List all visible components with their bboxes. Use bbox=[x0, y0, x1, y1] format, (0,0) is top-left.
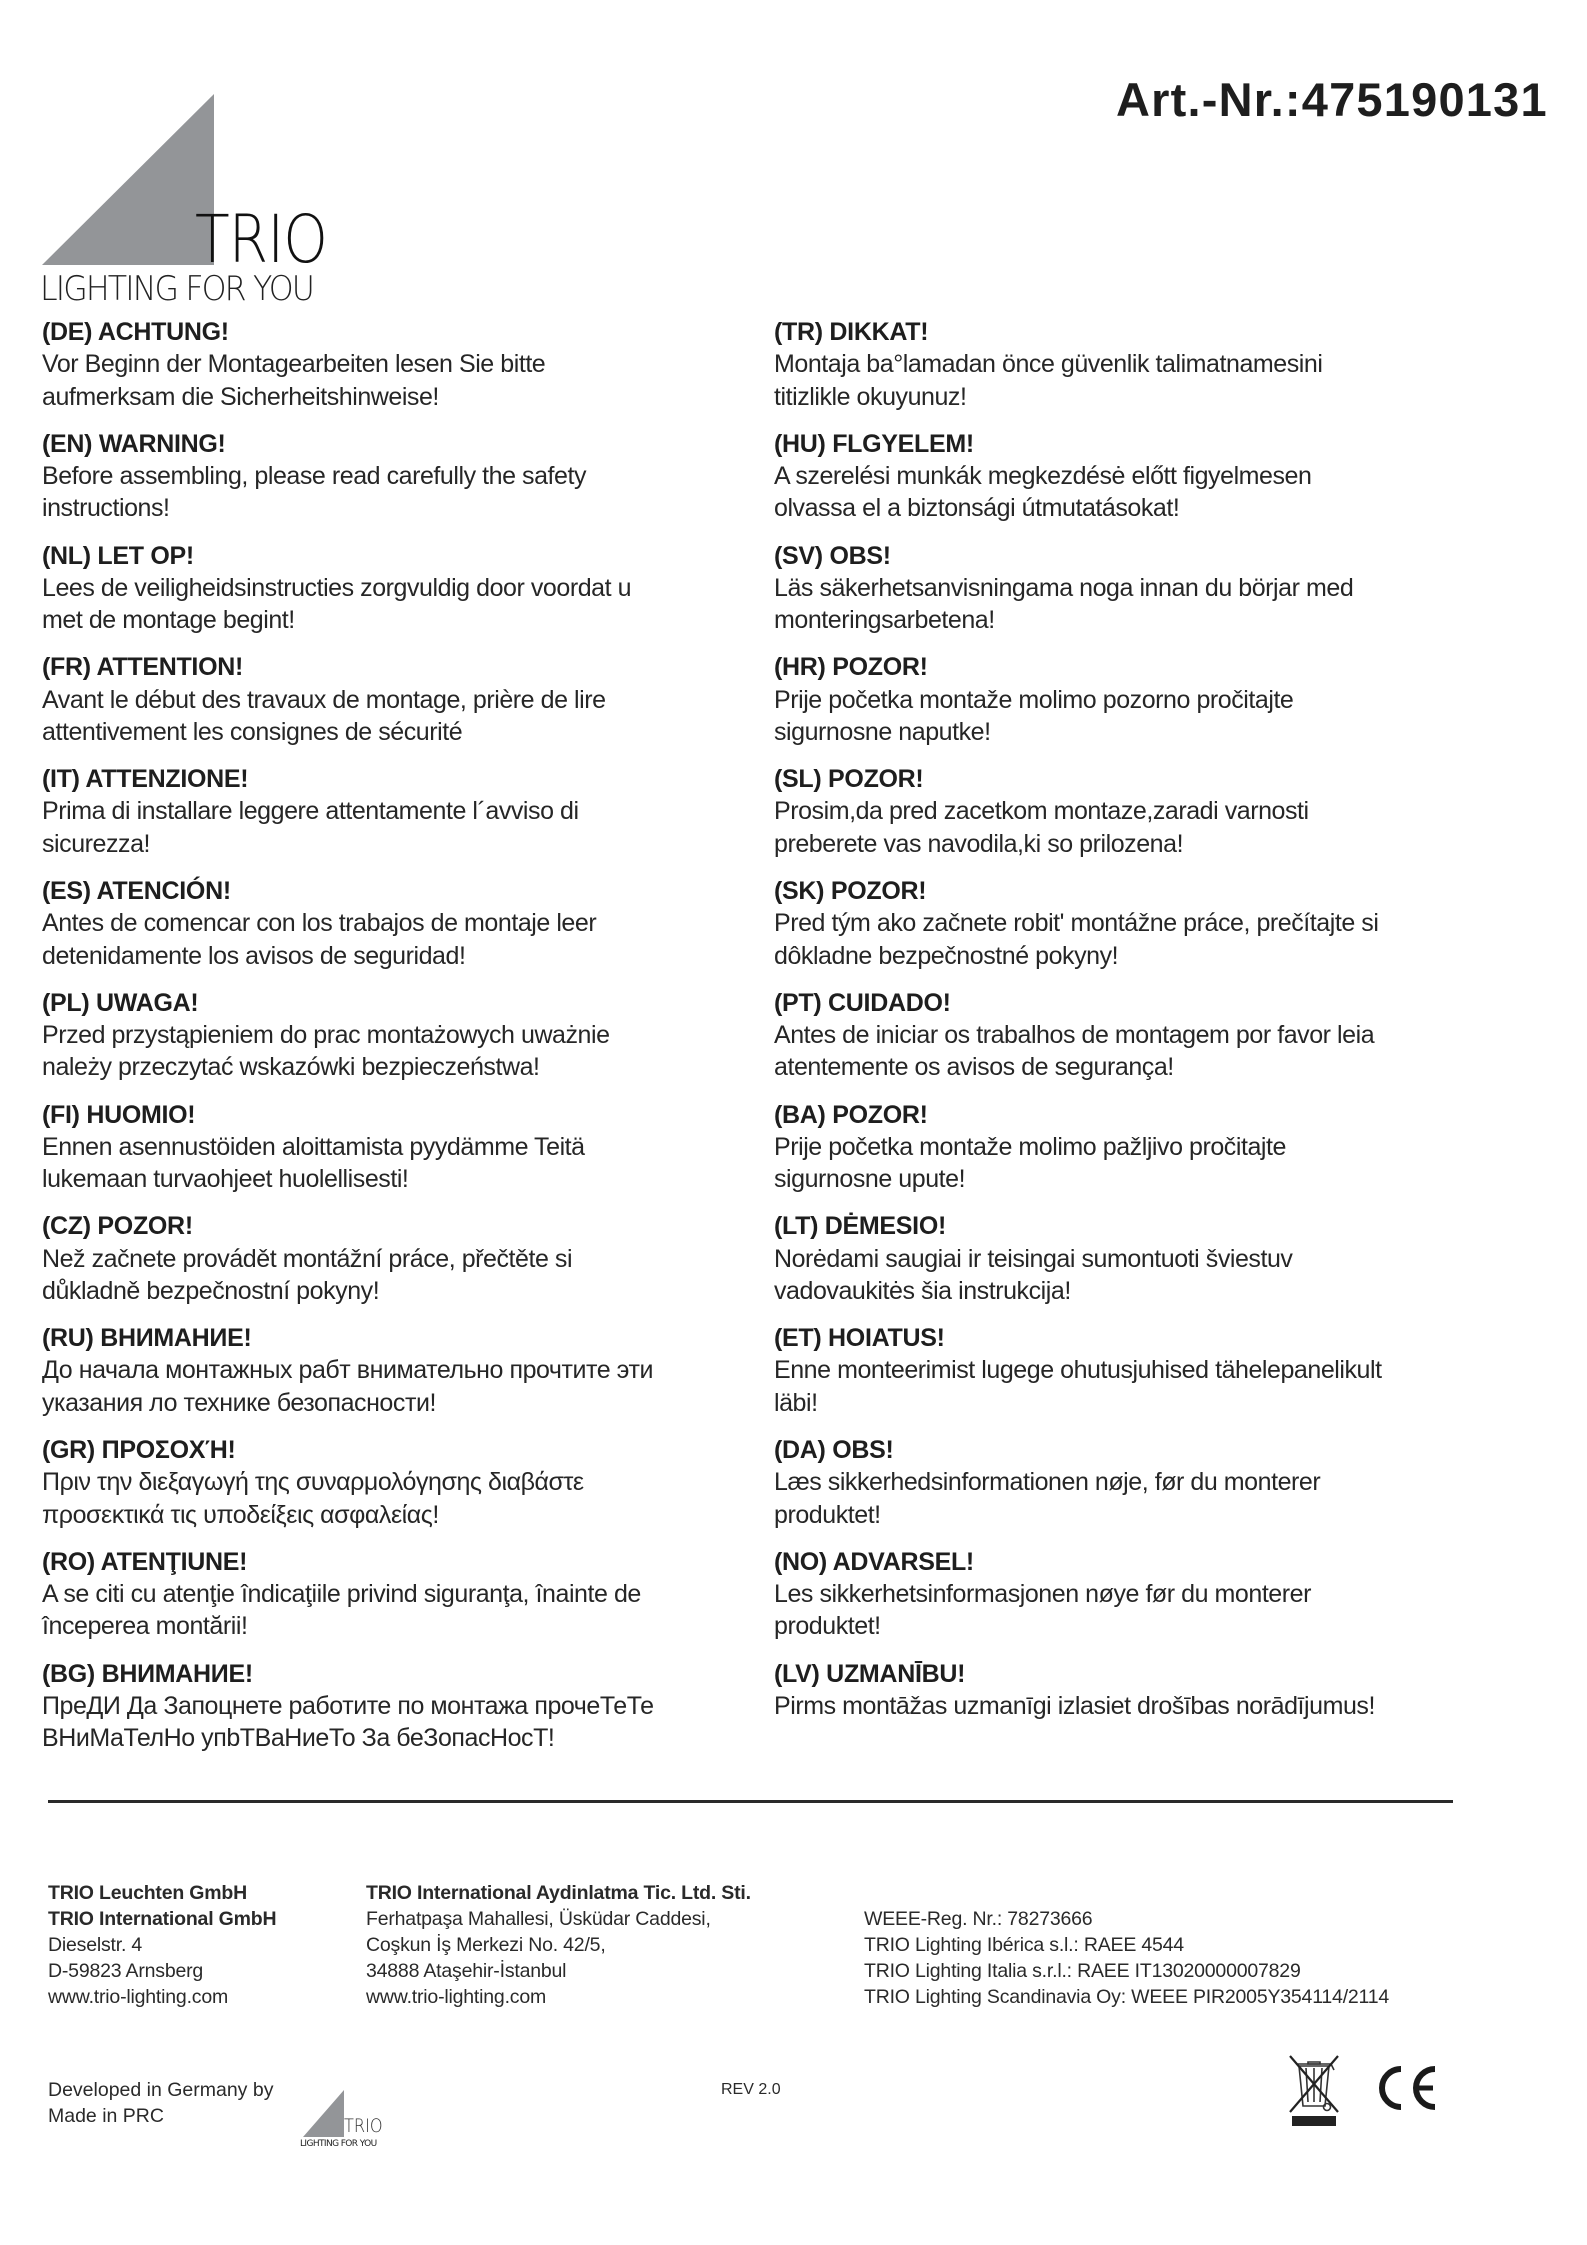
made-in-text: Made in PRC bbox=[48, 2105, 164, 2127]
warning-text-line: προσεκτικά τις υποδείξεις ασφαλείας! bbox=[42, 1500, 439, 1529]
warning-section bbox=[774, 1434, 1484, 1546]
warning-text-line: указания ло технике безопасности! bbox=[42, 1388, 436, 1417]
warning-text-line: aufmerksam die Sicherheitshinweise! bbox=[42, 382, 439, 411]
warning-text-line: lukemaan turvaohjeet huolellisesti! bbox=[42, 1165, 409, 1194]
warning-text-line: met de montage begint! bbox=[42, 606, 295, 635]
warning-heading: (SK) POZOR! bbox=[774, 876, 927, 905]
warning-text-line: Lees de veiligheidsinstructies zorgvuldig door voordat u bbox=[42, 573, 632, 602]
warning-section bbox=[42, 1099, 752, 1211]
warning-heading: (RU) ВНИМАНИЕ! bbox=[42, 1324, 252, 1353]
weee-reg-line: TRIO Lighting Italia s.r.l.: RAEE IT13020000007829 bbox=[864, 1960, 1301, 1982]
warning-heading: (RO) ATENŢIUNE! bbox=[42, 1547, 248, 1576]
warning-heading: (IT) ATTENZIONE! bbox=[42, 765, 249, 794]
warning-section bbox=[42, 428, 752, 540]
warning-text-line: Prije početka montaže molimo pažljivo pročitajte bbox=[774, 1132, 1286, 1161]
warning-heading: (ES) ATENCIÓN! bbox=[42, 876, 231, 905]
warning-section bbox=[774, 1546, 1484, 1658]
warning-heading: (BG) ВНИМАНИЕ! bbox=[42, 1659, 253, 1688]
warning-text-line: Before assembling, please read carefully the safety bbox=[42, 462, 587, 491]
trio-logo bbox=[0, 0, 360, 320]
website-link[interactable]: www.trio-lighting.com bbox=[366, 1986, 547, 2008]
warning-section bbox=[42, 875, 752, 987]
warning-section bbox=[42, 651, 752, 763]
warning-text-line: ВНиМаТелНо упbТВаНиеТо За беЗопасНосТ! bbox=[42, 1724, 555, 1753]
warning-text-line: atentemente os avisos de segurança! bbox=[774, 1053, 1174, 1082]
warning-text-line: attentivement les consignes de sécurité bbox=[42, 717, 463, 746]
warning-heading: (FI) HUOMIO! bbox=[42, 1100, 196, 1129]
warning-text-line: olvassa el a biztonsági útmutatásokat! bbox=[774, 494, 1180, 523]
address-city: 34888 Ataşehir-İstanbul bbox=[366, 1960, 567, 1982]
company-name: TRIO International GmbH bbox=[48, 1908, 277, 1930]
warning-heading: (TR) DIKKAT! bbox=[774, 318, 929, 346]
weee-reg-line: TRIO Lighting Ibérica s.l.: RAEE 4544 bbox=[864, 1934, 1184, 1956]
logo-tagline: LIGHTING FOR YOU bbox=[40, 269, 314, 309]
revision-label: REV 2.0 bbox=[721, 2081, 781, 2098]
address-line: Ferhatpaşa Mahallesi, Üsküdar Caddesi, bbox=[366, 1908, 711, 1930]
warning-section bbox=[42, 1546, 752, 1658]
address-city: D-59823 Arnsberg bbox=[48, 1960, 204, 1982]
warning-text-line: Pred tým ako začnete robit' montážne práce, prečítajte si bbox=[774, 909, 1379, 938]
warning-heading: (GR) ΠΡΟΣΟΧΉ! bbox=[42, 1435, 236, 1464]
warning-text-line: Læs sikkerhedsinformationen nøje, før du monterer bbox=[774, 1468, 1321, 1497]
weee-reg-line: WEEE-Reg. Nr.: 78273666 bbox=[864, 1908, 1093, 1930]
warning-text-line: A se citi cu atenţie îndicaţiile privind siguranţa, înainte de bbox=[42, 1580, 641, 1609]
small-logo-wordmark: TRIO bbox=[344, 2115, 383, 2137]
warning-section bbox=[42, 540, 752, 652]
warning-section bbox=[774, 540, 1484, 652]
warning-section bbox=[42, 1322, 752, 1434]
warning-section bbox=[42, 1434, 752, 1546]
warning-text-line: preberete vas navodila,ki so prilozena! bbox=[774, 829, 1184, 858]
website-link[interactable]: www.trio-lighting.com bbox=[48, 1986, 229, 2008]
warning-text-line: Montaja ba°lamadan önce güvenlik talimatnamesini bbox=[774, 350, 1323, 379]
warning-heading: (DE) ACHTUNG! bbox=[42, 318, 229, 346]
address-line: Coşkun İş Merkezi No. 42/5, bbox=[366, 1934, 606, 1956]
warning-section bbox=[774, 1322, 1484, 1434]
warning-section bbox=[774, 1658, 1484, 1770]
warning-section bbox=[42, 1210, 752, 1322]
warning-text-line: należy przeczytać wskazówki bezpieczeństwa! bbox=[42, 1053, 540, 1082]
warning-text-line: Než začnete provádět montážní práce, přečtěte si bbox=[42, 1244, 573, 1273]
warning-heading: (LV) UZMANĪBU! bbox=[774, 1659, 966, 1688]
weee-reg-line: TRIO Lighting Scandinavia Oy: WEEE PIR2005Y354114/2114 bbox=[864, 1986, 1390, 2008]
warning-heading: (PT) CUIDADO! bbox=[774, 988, 951, 1017]
warning-text-line: titizlikle okuyunuz! bbox=[774, 382, 967, 411]
warning-text-line: Ennen asennustöiden aloittamista pyydämme Teitä bbox=[42, 1132, 585, 1161]
warning-section bbox=[774, 875, 1484, 987]
warning-heading: (SL) POZOR! bbox=[774, 765, 924, 794]
warning-text-line: vadovaukitės šia instrukcija! bbox=[774, 1276, 1071, 1305]
warning-text-line: До начала монтажных рабт внимательно прочтите эти bbox=[42, 1356, 653, 1385]
warning-section bbox=[774, 763, 1484, 875]
warning-heading: (NL) LET OP! bbox=[42, 541, 194, 570]
warning-text-line: produktet! bbox=[774, 1500, 881, 1529]
warning-heading: (PL) UWAGA! bbox=[42, 988, 199, 1017]
footer-address-turkey bbox=[366, 1880, 751, 2010]
warning-text-line: Przed przystąpieniem do prac montażowych uważnie bbox=[42, 1021, 610, 1050]
warning-heading: (HU) FLGYELEM! bbox=[774, 429, 974, 458]
address-street: Dieselstr. 4 bbox=[48, 1934, 143, 1956]
logo-wordmark: TRIO bbox=[195, 201, 328, 278]
warnings-right-column bbox=[774, 316, 1484, 1769]
warning-heading: (HR) POZOR! bbox=[774, 653, 928, 682]
warning-text-line: monteringsarbetena! bbox=[774, 606, 995, 635]
origin-note bbox=[48, 2077, 273, 2129]
warning-section bbox=[42, 316, 752, 428]
small-trio-logo bbox=[300, 2084, 400, 2154]
warning-text-line: důkladně bezpečnostní pokyny! bbox=[42, 1276, 380, 1305]
warning-text-line: Enne monteerimist lugege ohutusjuhised tähelepanelikult bbox=[774, 1356, 1382, 1385]
warning-heading: (NO) ADVARSEL! bbox=[774, 1547, 974, 1576]
company-name: TRIO Leuchten GmbH bbox=[48, 1882, 247, 1904]
warning-text-line: Vor Beginn der Montagearbeiten lesen Sie bitte bbox=[42, 350, 546, 379]
warning-heading: (ET) HOIATUS! bbox=[774, 1324, 945, 1353]
warning-text-line: sigurnosne upute! bbox=[774, 1165, 966, 1194]
warning-section bbox=[42, 1658, 752, 1770]
warning-section bbox=[774, 428, 1484, 540]
warning-text-line: Prosim,da pred zacetkom montaze,zaradi varnosti bbox=[774, 797, 1309, 826]
warning-heading: (SV) OBS! bbox=[774, 541, 891, 570]
small-logo-tagline: LIGHTING FOR YOU bbox=[300, 2139, 377, 2149]
warning-text-line: A szerelési munkák megkezdésė előtt figyelmesen bbox=[774, 462, 1312, 491]
warning-section bbox=[774, 651, 1484, 763]
warning-section bbox=[42, 987, 752, 1099]
warning-text-line: läbi! bbox=[774, 1388, 818, 1417]
footer-address-germany bbox=[48, 1880, 276, 2010]
warning-text-line: începerea montării! bbox=[42, 1612, 248, 1641]
warning-heading: (CZ) POZOR! bbox=[42, 1212, 193, 1241]
warning-text-line: sicurezza! bbox=[42, 829, 151, 858]
warning-heading: (BA) POZOR! bbox=[774, 1100, 928, 1129]
warning-text-line: instructions! bbox=[42, 494, 170, 523]
crossed-out-wheelie-bin-icon bbox=[1284, 2050, 1344, 2128]
warning-text-line: ПреДИ Да Запоцнете работите по монтажа прочеТеТе bbox=[42, 1691, 654, 1720]
warning-section bbox=[774, 1099, 1484, 1211]
article-number: Art.-Nr.:475190131 bbox=[1116, 73, 1548, 126]
company-name: TRIO International Aydinlatma Tic. Ltd. Sti. bbox=[366, 1882, 751, 1904]
warning-text-line: dôkladne bezpečnostné pokyny! bbox=[774, 941, 1119, 970]
developed-in-text: Developed in Germany by bbox=[48, 2079, 274, 2101]
warning-section bbox=[774, 1210, 1484, 1322]
warning-heading: (DA) OBS! bbox=[774, 1435, 894, 1464]
ce-mark-icon bbox=[1374, 2064, 1440, 2112]
warning-section bbox=[42, 763, 752, 875]
footer-weee-registrations bbox=[864, 1906, 1389, 2010]
warning-section bbox=[774, 987, 1484, 1099]
warning-text-line: Antes de comencar con los trabajos de montaje leer bbox=[42, 909, 597, 938]
warning-text-line: Prima di installare leggere attentamente l´avviso di bbox=[42, 797, 579, 826]
warning-text-line: sigurnosne naputke! bbox=[774, 717, 991, 746]
warning-text-line: Norėdami saugiai ir teisingai sumontuoti šviestuv bbox=[774, 1244, 1293, 1273]
warning-text-line: Avant le début des travaux de montage, prière de lire bbox=[42, 685, 606, 714]
warning-text-line: Πριν την διεξαγωγή της συναρμολόγησης διαβάστε bbox=[42, 1468, 584, 1497]
footer-divider bbox=[48, 1800, 1453, 1803]
warning-text-line: Les sikkerhetsinformasjonen nøye før du monterer bbox=[774, 1580, 1311, 1609]
warning-heading: (EN) WARNING! bbox=[42, 429, 226, 458]
warning-text-line: detenidamente los avisos de seguridad! bbox=[42, 941, 466, 970]
warning-text-line: Antes de iniciar os trabalhos de montagem por favor leia bbox=[774, 1021, 1375, 1050]
warnings-left-column bbox=[42, 316, 752, 1769]
warning-text-line: Prije početka montaže molimo pozorno pročitajte bbox=[774, 685, 1294, 714]
warning-text-line: produktet! bbox=[774, 1612, 881, 1641]
warning-heading: (FR) ATTENTION! bbox=[42, 653, 244, 682]
warning-section bbox=[774, 316, 1484, 428]
warning-heading: (LT) DĖMESIO! bbox=[774, 1212, 947, 1241]
warning-text-line: Pirms montāžas uzmanīgi izlasiet drošības norādījumus! bbox=[774, 1691, 1375, 1720]
warning-text-line: Läs säkerhetsanvisningama noga innan du börjar med bbox=[774, 573, 1354, 602]
